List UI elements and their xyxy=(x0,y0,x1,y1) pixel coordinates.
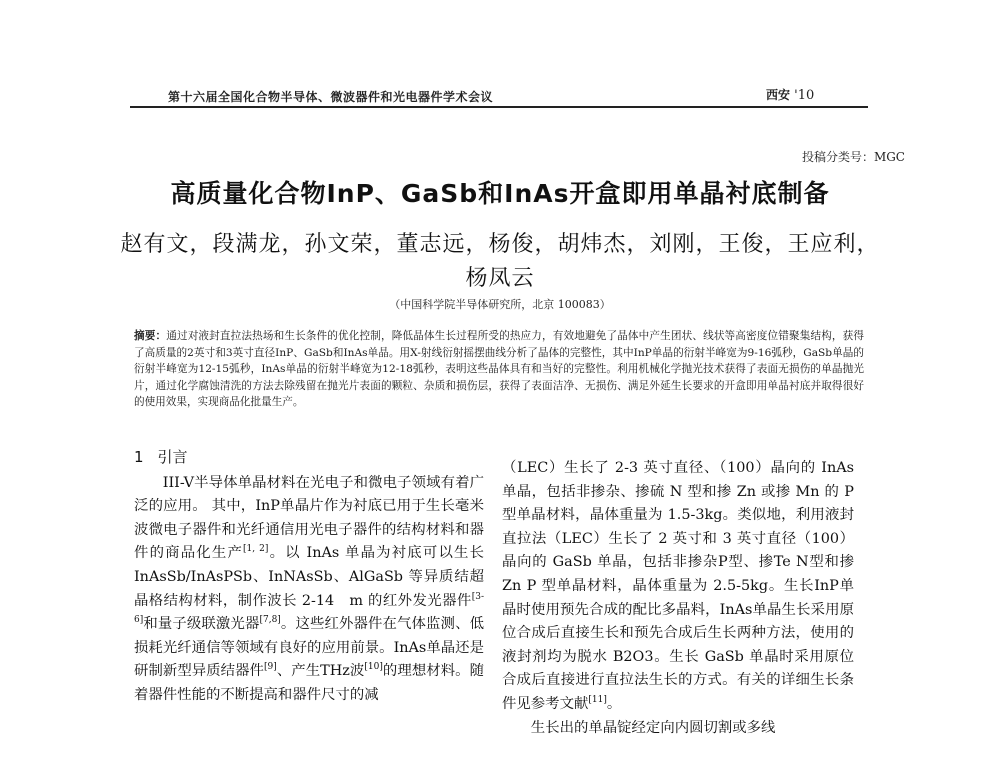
right-column xyxy=(502,457,854,740)
citation: [3-6] xyxy=(134,591,484,626)
author-list: 赵有文，段满龙，孙文荣，董志远，杨俊，胡炜杰，刘刚，王俊，王应利，杨凤云 xyxy=(120,232,880,291)
paper-title: 高质量化合物InP、GaSb和InAs开盒即用单晶衬底制备 xyxy=(170,179,830,208)
intro-text-6: 的理想材料。随着器件性能的不断提高和器件尺寸的减 xyxy=(134,663,484,703)
cutting-paragraph: 生长出的单晶锭经定向内圆切割或多线 xyxy=(530,719,776,736)
header-rule xyxy=(130,106,868,108)
citation: [10] xyxy=(364,662,383,673)
citation: [11] xyxy=(588,695,607,706)
citation: [7,8] xyxy=(259,615,281,626)
intro-text-1: III-V半导体单晶材料在光电子和微电子领域有着广泛的应用。 其中，InP单晶片作为衬底已用于生长毫米波微电子器件和光纤通信用光电子器件的结构材料和器件的商品化生产 xyxy=(134,474,484,562)
left-column xyxy=(134,446,484,708)
conference-header: 第十六届全国化合物半导体、微波器件和光电器件学术会议 xyxy=(168,90,494,104)
growth-paragraph xyxy=(502,457,854,717)
growth-text-2: 。 xyxy=(606,695,622,712)
intro-text-4: 。这些红外器件在气体监测、低损耗光纤通信等领域有良好的应用前景。InAs单晶还是研制新型异质结器件 xyxy=(134,616,484,680)
classification-code: 投稿分类号：MGC xyxy=(801,150,905,164)
abstract xyxy=(134,328,864,411)
header-location-year xyxy=(766,86,814,103)
section-heading xyxy=(134,446,484,470)
affiliation: （中国科学院半导体研究所，北京 100083） xyxy=(389,298,611,311)
citation: [9] xyxy=(264,662,277,673)
abstract-text: 通过对液封直拉法热场和生长条件的优化控制，降低晶体生长过程所受的热应力，有效地避免了晶体中产生团状、线状等高密度位错聚集结构，获得了高质量的2英寸和3英寸直径InP、GaSb和InAs单晶。用X-射线衍射摇摆曲线分析了晶体的完整性，其中InP单晶的衍射半峰宽为9-16弧秒，GaSb单晶的衍射半峰宽为12-15弧秒，InAs单晶的衍射半峰宽为12-18弧秒，表明这些晶体具有和当好的完整性。利用机械化学抛光技术获得了表面无损伤的单晶抛光片，通过化学腐蚀清洗的方法去除残留在抛光片表面的颗粒、杂质和损伤层，获得了表面洁净、无损伤、满足外延生长要求的开盒即用单晶衬底并取得很好的使用效果，实现商品化批量生产。 xyxy=(134,330,865,408)
abstract-label: 摘要： xyxy=(134,330,167,342)
section-number: 1 xyxy=(134,448,144,466)
growth-text-1: （LEC）生长了 2-3 英寸直径、（100）晶向的 InAs 单晶，包括非掺杂、掺硫 N 型和掺 Zn 或掺 Mn 的 P 型单晶材料，晶体重量为 1.5-3kg。类似地，利用液封直拉法（LEC）生长了 2 英寸和 3 英寸直径（100）晶向的 GaSb 单晶，包括非掺杂P型、掺Te N型和掺 Zn P 型单晶材料，晶体重量为 2.5-5kg。生长InP单晶时使用预先合成的配比多晶料，InAs单晶生长采用原位合成后直接生长和预先合成后生长两种方法，使用的液封剂均为脱水 B2O3。生长 GaSb 单晶时采用原位合成后直接进行直拉法生长的方式。有关的详细生长条件见参考文献 xyxy=(502,460,854,712)
intro-text-2: 。以 InAs 单晶为衬底可以生长InAsSb/InAsPSb、InNAsSb、AlGaSb 等异质结超晶格结构材料，制作波长 2-14 m 的红外发光器件 xyxy=(134,545,484,609)
section-title: 引言 xyxy=(157,448,188,466)
header-year: '10 xyxy=(794,88,815,103)
intro-paragraph xyxy=(134,472,484,708)
intro-text-3: 和量子级联激光器 xyxy=(143,616,260,633)
intro-text-5: 、产生THz波 xyxy=(276,663,365,680)
citation: [1, 2] xyxy=(243,544,269,555)
header-location: 西安 xyxy=(766,88,791,102)
